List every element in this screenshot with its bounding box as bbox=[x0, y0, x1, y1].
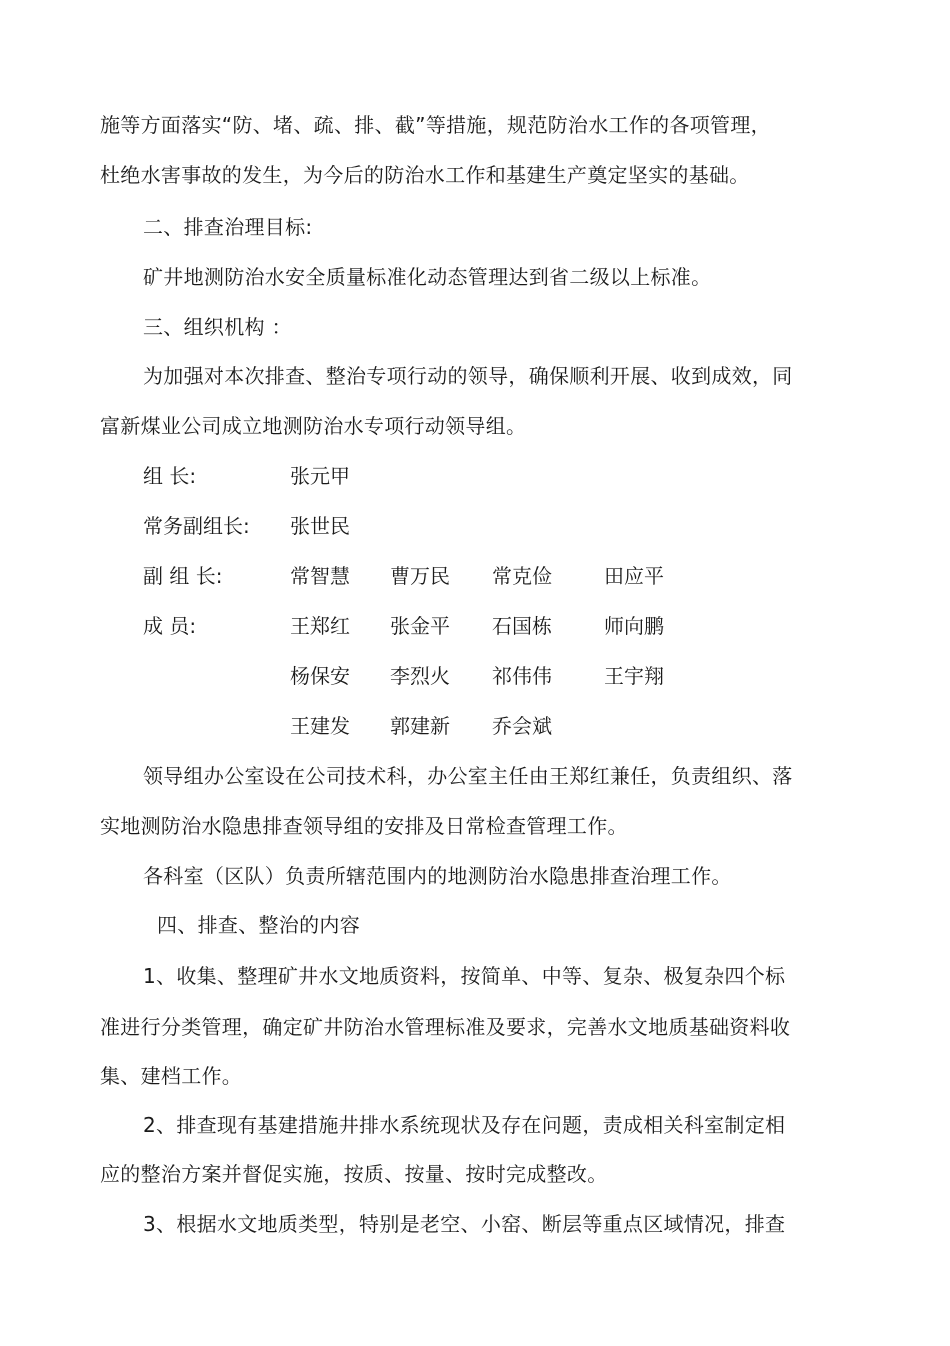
roster-name: 王郑红 bbox=[290, 614, 350, 638]
list-item-line: 3、根据水文地质类型，特别是老空、小窑、断层等重点区域情况，排查 bbox=[143, 1212, 786, 1236]
roster-name: 常克俭 bbox=[492, 564, 552, 588]
paragraph-line: 各科室（区队）负责所辖范围内的地测防治水隐患排查治理工作。 bbox=[143, 864, 732, 888]
roster-name: 师向鹏 bbox=[604, 614, 664, 638]
roster-label-deputy: 副 组 长: bbox=[143, 564, 223, 588]
list-item-line: 1、收集、整理矿井水文地质资料，按简单、中等、复杂、极复杂四个标 bbox=[143, 964, 786, 988]
roster-name: 张元甲 bbox=[290, 464, 350, 488]
roster-name: 曹万民 bbox=[390, 564, 450, 588]
roster-name: 常智慧 bbox=[290, 564, 350, 588]
roster-name: 石国栋 bbox=[492, 614, 552, 638]
list-item-line: 2、排查现有基建措施井排水系统现状及存在问题，责成相关科室制定相 bbox=[143, 1113, 786, 1137]
list-item-line: 准进行分类管理，确定矿井防治水管理标准及要求，完善水文地质基础资料收 bbox=[100, 1015, 791, 1039]
list-item-line: 应的整治方案并督促实施，按质、按量、按时完成整改。 bbox=[100, 1162, 608, 1186]
roster-label-executive-deputy: 常务副组长: bbox=[143, 514, 250, 538]
paragraph-line: 领导组办公室设在公司技术科，办公室主任由王郑红兼任，负责组织、落 bbox=[143, 764, 793, 788]
roster-name: 祁伟伟 bbox=[492, 664, 552, 688]
roster-label-members: 成 员: bbox=[143, 614, 197, 638]
section-heading-organization: 三、组织机构 ： bbox=[143, 315, 292, 339]
roster-name: 王建发 bbox=[290, 714, 350, 738]
roster-name: 张世民 bbox=[290, 514, 350, 538]
paragraph-line: 实地测防治水隐患排查领导组的安排及日常检查管理工作。 bbox=[100, 814, 628, 838]
paragraph-line: 为加强对本次排查、整治专项行动的领导，确保顺利开展、收到成效，同 bbox=[143, 364, 793, 388]
paragraph-line: 矿井地测防治水安全质量标准化动态管理达到省二级以上标准。 bbox=[143, 265, 712, 289]
roster-name: 王宇翔 bbox=[604, 664, 664, 688]
roster-name: 乔会斌 bbox=[492, 714, 552, 738]
section-heading-contents: 四、排查、整治的内容 bbox=[157, 913, 360, 937]
section-heading-targets: 二、排查治理目标: bbox=[143, 215, 313, 239]
roster-name: 杨保安 bbox=[290, 664, 350, 688]
paragraph-line: 杜绝水害事故的发生，为今后的防治水工作和基建生产奠定坚实的基础。 bbox=[100, 163, 750, 187]
paragraph-line: 富新煤业公司成立地测防治水专项行动领导组。 bbox=[100, 414, 527, 438]
roster-name: 田应平 bbox=[604, 564, 664, 588]
roster-name: 张金平 bbox=[390, 614, 450, 638]
list-item-line: 集、建档工作。 bbox=[100, 1064, 243, 1088]
roster-label-leader: 组 长: bbox=[143, 464, 197, 488]
roster-name: 李烈火 bbox=[390, 664, 450, 688]
roster-name: 郭建新 bbox=[390, 714, 450, 738]
paragraph-line: 施等方面落实“防、堵、疏、排、截”等措施，规范防治水工作的各项管理， bbox=[100, 113, 771, 137]
